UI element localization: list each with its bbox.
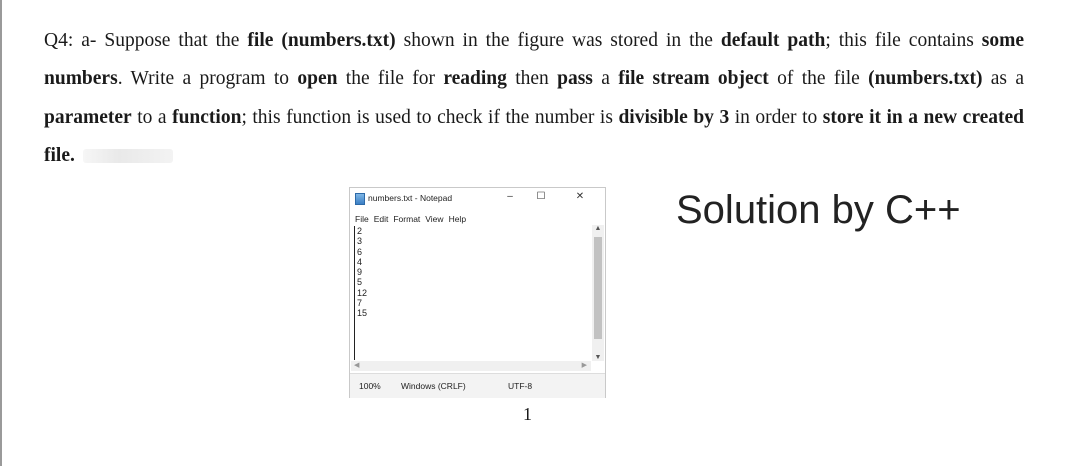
- text-line: 7: [357, 298, 363, 309]
- question-segment: then: [506, 68, 558, 90]
- scroll-thumb[interactable]: [594, 237, 602, 339]
- page-edge: [0, 0, 2, 466]
- question-segment: of the file: [768, 68, 869, 90]
- text-line: 15: [357, 308, 368, 319]
- question-segment: Q4: a- Suppose that the: [44, 30, 248, 51]
- notepad-icon: [355, 193, 365, 205]
- close-icon[interactable]: ✕: [575, 191, 585, 202]
- page-number: 1: [523, 404, 532, 424]
- question-bold-segment: pass: [557, 68, 593, 90]
- minimize-icon[interactable]: –: [507, 191, 513, 202]
- status-zoom: 100%: [359, 381, 381, 391]
- question-text: [44, 22, 1024, 175]
- notepad-menu-bar: [350, 214, 466, 226]
- maximize-icon[interactable]: ☐: [536, 191, 546, 202]
- question-segment: to a: [131, 106, 173, 128]
- question-bold-segment: default path: [720, 30, 826, 51]
- menu-edit[interactable]: Edit: [373, 214, 389, 224]
- notepad-window: [349, 187, 606, 398]
- scroll-left-icon[interactable]: ◀: [354, 362, 360, 369]
- status-encoding: UTF-8: [508, 381, 533, 391]
- question-bold-segment: open: [297, 68, 338, 90]
- text-line: 5: [357, 277, 363, 288]
- question-segment: a: [592, 68, 619, 90]
- question-segment: ; this file contains: [825, 30, 982, 51]
- menu-view[interactable]: View: [425, 214, 444, 224]
- vertical-scrollbar[interactable]: [592, 225, 604, 361]
- notepad-text-area[interactable]: [354, 226, 595, 360]
- menu-file[interactable]: File: [355, 214, 369, 224]
- scroll-up-icon[interactable]: ▲: [594, 225, 602, 232]
- question-segment: shown in the figure was stored in the: [395, 30, 721, 51]
- notepad-status-bar: [350, 373, 605, 398]
- text-line: 2: [357, 226, 363, 236]
- text-line: 3: [357, 236, 363, 247]
- horizontal-scrollbar[interactable]: [351, 361, 591, 371]
- question-bold-segment: divisible by 3: [618, 106, 730, 128]
- scroll-right-icon[interactable]: ▶: [581, 362, 587, 369]
- text-line: 4: [357, 256, 363, 267]
- solution-label: Solution by C++: [676, 188, 961, 232]
- question-bold-segment: some numbers: [44, 30, 1025, 90]
- text-line: 9: [357, 267, 363, 278]
- text-line: 12: [357, 287, 368, 298]
- redaction-mark: [83, 149, 173, 163]
- scroll-down-icon[interactable]: ▼: [594, 354, 602, 361]
- question-segment: the file for: [337, 68, 444, 90]
- status-line-ending: Windows (CRLF): [401, 381, 466, 391]
- question-bold-segment: function: [172, 106, 242, 128]
- question-segment: in order to: [729, 106, 823, 128]
- question-bold-segment: store it in a new created file.: [44, 106, 1025, 166]
- question-bold-segment: file (numbers.txt): [247, 30, 396, 51]
- question-bold-segment: parameter: [44, 106, 132, 128]
- notepad-title-bar[interactable]: [350, 188, 605, 210]
- question-bold-segment: reading: [443, 68, 507, 90]
- notepad-title: numbers.txt - Notepad: [368, 193, 453, 203]
- question-bold-segment: (numbers.txt): [868, 68, 983, 90]
- text-line: 6: [357, 246, 363, 257]
- question-segment: . Write a program to: [117, 68, 298, 90]
- menu-help[interactable]: Help: [448, 214, 467, 224]
- question-bold-segment: file stream object: [618, 68, 769, 90]
- menu-format[interactable]: Format: [393, 214, 421, 224]
- question-segment: ; this function is used to check if the number is: [241, 106, 619, 128]
- question-segment: as a: [982, 68, 1025, 90]
